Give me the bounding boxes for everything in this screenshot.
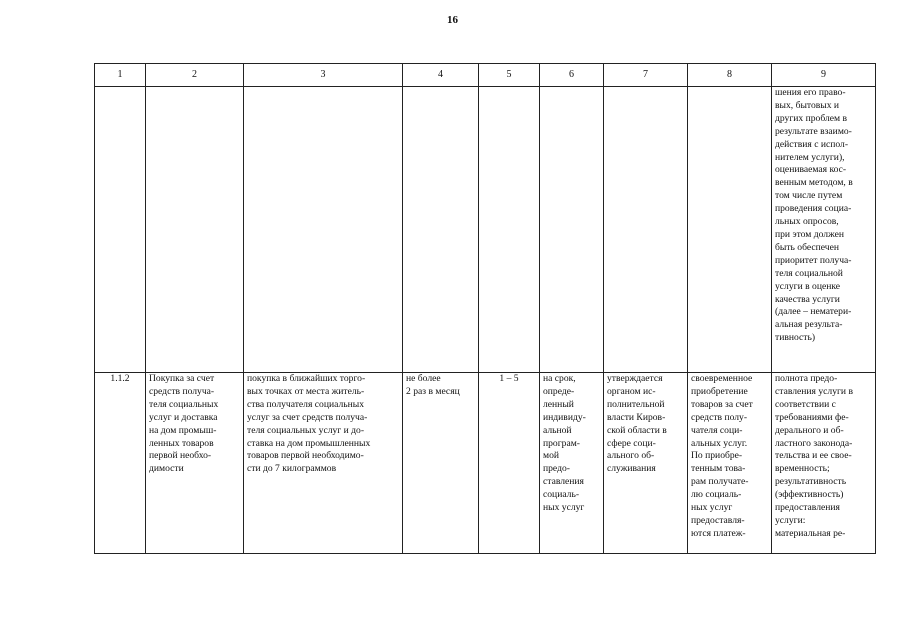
- text-line: тельства и ее свое-: [775, 450, 852, 462]
- text-line: нителем услуги),: [775, 151, 845, 163]
- text-line: ных услуг: [543, 502, 585, 514]
- text-line: чателя соци-: [691, 424, 743, 436]
- text-line: венным методом, в: [775, 177, 853, 189]
- text-line: полнительной: [607, 398, 665, 410]
- text-line: товаров первой необходимо-: [247, 450, 364, 462]
- item-number: 1.1.2: [95, 373, 146, 554]
- text-line: других проблем в: [775, 112, 848, 124]
- text-line: Покупка за счет: [149, 373, 215, 384]
- text-line: качества услуги: [775, 293, 840, 305]
- text-line: ставка на дом промышленных: [247, 437, 371, 449]
- text-line: предоставля-: [691, 514, 745, 526]
- text-line: первой необхо-: [149, 450, 212, 462]
- text-line: услуги:: [775, 514, 806, 526]
- text-line: полнота предо-: [775, 373, 838, 384]
- header-cell-2: 2: [146, 64, 244, 87]
- cell-empty: [403, 87, 479, 373]
- text-line: индивиду-: [543, 411, 586, 423]
- text-line: ставления: [543, 476, 584, 488]
- text-line: услуг за счет средств получа-: [247, 411, 368, 423]
- text-line: альной: [543, 424, 572, 436]
- text-line: предоставления: [775, 502, 840, 514]
- text-line: ства получателя социальных: [247, 398, 364, 410]
- service-name: [146, 373, 244, 554]
- text-line: соответствии с: [775, 398, 836, 410]
- text-line: дерального и об-: [775, 424, 844, 436]
- text-line: 2 раз в месяц: [406, 385, 460, 397]
- text-line: шения его право-: [775, 87, 846, 98]
- quality-criteria: [772, 373, 876, 554]
- text-line: димости: [149, 463, 184, 475]
- service-range: 1 – 5: [479, 373, 540, 554]
- text-line: материальная ре-: [775, 527, 846, 539]
- header-row: [95, 64, 876, 87]
- text-line: услуг и доставка: [149, 411, 218, 423]
- text-line: действия с испол-: [775, 138, 849, 150]
- text-line: ластного законода-: [775, 437, 853, 449]
- text-line: сфере соци-: [607, 437, 656, 449]
- service-description: [244, 373, 403, 554]
- cell-empty: [688, 87, 772, 373]
- text-line: органом ис-: [607, 385, 656, 397]
- service-frequency: [403, 373, 479, 554]
- text-line: на срок,: [543, 373, 576, 384]
- text-line: результате взаимо-: [775, 125, 852, 137]
- text-line: тивность): [775, 332, 816, 344]
- services-table: [94, 63, 876, 554]
- text-line: лю социаль-: [691, 489, 742, 501]
- text-line: вых точках от места житель-: [247, 385, 365, 397]
- text-line: теля социальных: [149, 398, 219, 410]
- header-cell-6: 6: [540, 64, 604, 87]
- cell-empty: [540, 87, 604, 373]
- text-line: предо-: [543, 463, 570, 475]
- text-line: утверждается: [607, 373, 663, 384]
- text-line: ставления услуги в: [775, 385, 853, 397]
- text-line: власти Киров-: [607, 411, 666, 423]
- text-line: приобретение: [691, 385, 748, 397]
- text-line: опреде-: [543, 385, 575, 397]
- text-line: товаров за счет: [691, 398, 753, 410]
- text-line: быть обеспечен: [775, 241, 839, 253]
- text-line: результативность: [775, 476, 847, 488]
- table-row: [95, 373, 876, 554]
- text-line: (далее – нематери-: [775, 306, 852, 318]
- text-line: ской области в: [607, 424, 667, 436]
- text-line: мой: [543, 450, 560, 462]
- text-line: оцениваемая кос-: [775, 164, 847, 176]
- text-line: своевременное: [691, 373, 753, 384]
- header-cell-7: 7: [604, 64, 688, 87]
- cell-empty: [604, 87, 688, 373]
- text-line: при этом должен: [775, 228, 844, 240]
- text-line: услуги в оценке: [775, 280, 841, 292]
- text-line: том числе путем: [775, 190, 843, 202]
- text-line: теля социальных услуг и до-: [247, 424, 365, 436]
- header-cell-8: 8: [688, 64, 772, 87]
- text-line: социаль-: [543, 489, 580, 501]
- header-cell-1: 1: [95, 64, 146, 87]
- text-line: ных услуг: [691, 502, 733, 514]
- text-line: тенным това-: [691, 463, 746, 475]
- text-line: програм-: [543, 437, 580, 449]
- text-line: рам получате-: [691, 476, 749, 488]
- service-term: [540, 373, 604, 554]
- text-line: ленных товаров: [149, 437, 214, 449]
- text-line: сти до 7 килограммов: [247, 463, 337, 475]
- text-line: ального об-: [607, 450, 655, 462]
- text-line: требованиями фе-: [775, 411, 849, 423]
- service-conditions: [688, 373, 772, 554]
- cell-empty: [95, 87, 146, 373]
- service-tariff: [604, 373, 688, 554]
- text-line: проведения социа-: [775, 203, 852, 215]
- text-line: временность;: [775, 463, 830, 475]
- header-cell-4: 4: [403, 64, 479, 87]
- text-line: льных опросов,: [775, 216, 839, 228]
- text-line: альная результа-: [775, 319, 843, 331]
- header-cell-5: 5: [479, 64, 540, 87]
- text-line: ленный: [543, 398, 574, 410]
- header-cell-3: 3: [244, 64, 403, 87]
- text-line: приоритет получа-: [775, 254, 852, 266]
- text-line: (эффективность): [775, 489, 844, 501]
- cell-empty: [146, 87, 244, 373]
- text-line: покупка в ближайших торго-: [247, 373, 366, 384]
- text-line: вых, бытовых и: [775, 99, 840, 111]
- text-line: средств получа-: [149, 385, 215, 397]
- text-line: на дом промыш-: [149, 424, 217, 436]
- cell-empty: [479, 87, 540, 373]
- continuation-row: [95, 87, 876, 373]
- cell-empty: [244, 87, 403, 373]
- text-line: ются платеж-: [691, 527, 746, 539]
- text-line: альных услуг.: [691, 437, 748, 449]
- text-line: теля социальной: [775, 267, 843, 279]
- text-line: средств полу-: [691, 411, 748, 423]
- quality-criteria-continuation: [772, 87, 876, 373]
- text-line: По приобре-: [691, 450, 743, 462]
- header-cell-9: 9: [772, 64, 876, 87]
- page-number: 16: [447, 14, 458, 26]
- text-line: не более: [406, 373, 441, 384]
- text-line: служивания: [607, 463, 656, 475]
